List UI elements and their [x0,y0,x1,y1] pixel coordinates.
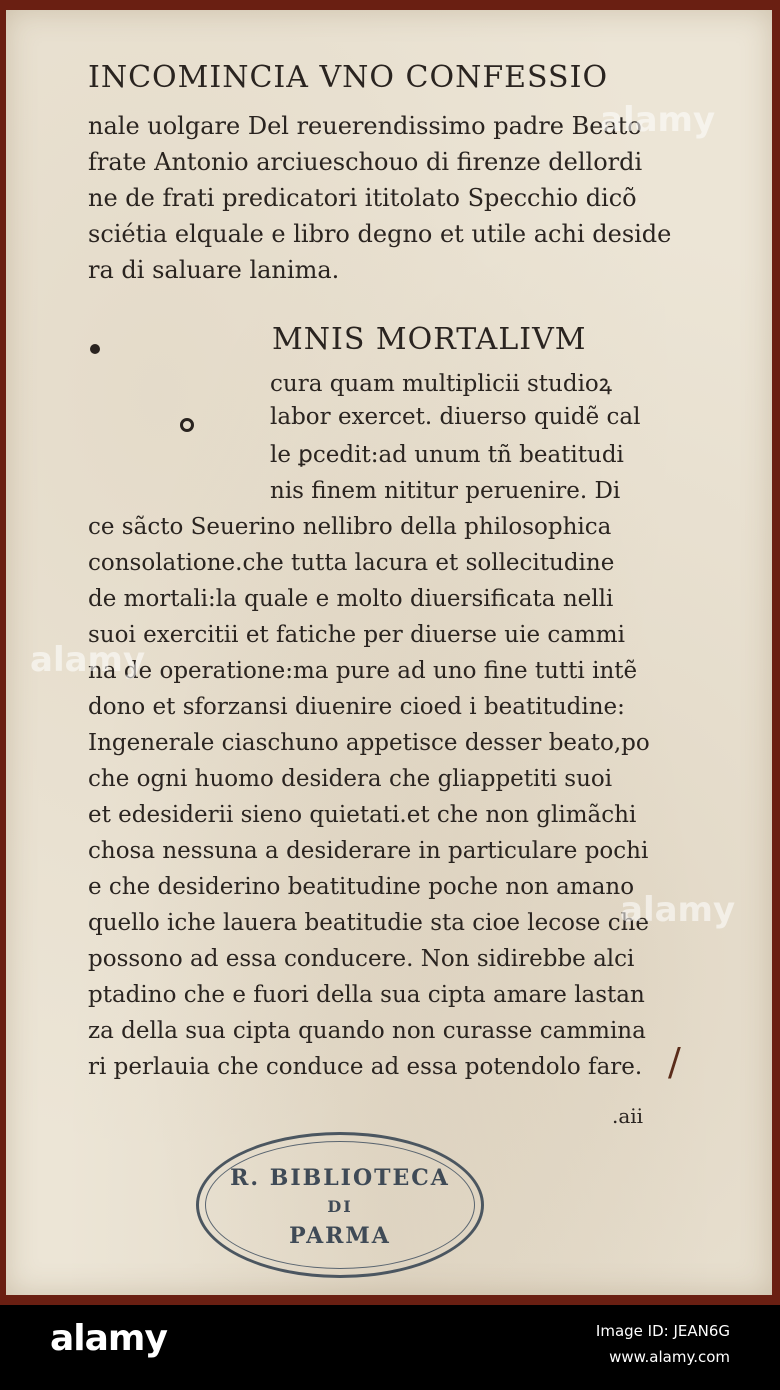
body-line: che ogni huomo desidera che gliappetiti suoi [88,766,613,792]
body-line: Ingenerale ciaschuno appetisce desser beato,po [88,730,650,756]
indented-line: nis finem nititur peruenire. Di [270,478,621,504]
intro-line: nale uolgare Del reuerendissimo padre Beato [88,112,642,140]
ink-blot-icon [90,344,100,354]
intro-line: frate Antonio arciueschouo di firenze dellordi [88,148,643,176]
stamp-line-city: PARMA [289,1223,391,1249]
intro-line: ne de frati predicatori ititolato Specchio dicõ [88,184,637,212]
body-line: na de operatione:ma pure ad uno fine tutti intẽ [88,658,638,684]
body-line: et edesiderii sieno quietati.et che non glimãchi [88,802,637,828]
indented-line: cura quam multiplicii studioꝝ [270,371,613,397]
image-id-label: Image ID: JEAN6G [595,1322,730,1340]
watermark-text: alamy [30,640,146,680]
body-line: suoi exercitii et fatiche per diuerse uie cammi [88,622,625,648]
body-line: ri perlauia che conduce ad essa potendolo fare. [88,1054,643,1080]
body-line: quello iche lauera beatitudie sta cioe lecose che [88,910,650,936]
indented-line: labor exercet. diuerso quidẽ cal [270,404,641,430]
signature-mark: .aii [612,1104,644,1128]
guide-letter-icon [180,418,194,432]
stamp-line-library: R. BIBLIOTECA [230,1165,450,1191]
body-line: de mortali:la quale e molto diuersificata nelli [88,586,614,612]
alamy-logo[interactable]: alamy [50,1318,167,1359]
intro-line: ra di saluare lanima. [88,256,340,284]
library-stamp [196,1132,484,1278]
body-line: chosa nessuna a desiderare in particulare pochi [88,838,649,864]
body-line: consolatione.che tutta lacura et sollecitudine [88,550,615,576]
body-line: e che desiderino beatitudine poche non amano [88,874,635,900]
body-line: ptadino che e fuori della sua cipta amare lastan [88,982,645,1008]
handwritten-margin-mark-icon: / [668,1040,681,1084]
body-line: ce sãcto Seuerino nellibro della philosophica [88,514,612,540]
body-line: dono et sforzansi diuenire cioed i beatitudine: [88,694,625,720]
page-heading: INCOMINCIA VNO CONFESSIO [88,60,609,95]
watermark-text: alamy [620,890,736,930]
watermark-text: alamy [600,100,716,140]
intro-line: sciétia elquale e libro degno et utile achi deside [88,220,672,248]
indented-line: le ꝑcedit:ad unum tñ beatitudi [270,442,624,468]
body-line: za della sua cipta quando non curasse cammina [88,1018,646,1044]
chapter-opening-line: MNIS MORTALIVM [272,322,587,357]
site-url-link[interactable]: www.alamy.com [609,1348,730,1366]
body-line: possono ad essa conducere. Non sidirebbe alci [88,946,635,972]
stamp-line-di: DI [327,1197,353,1216]
